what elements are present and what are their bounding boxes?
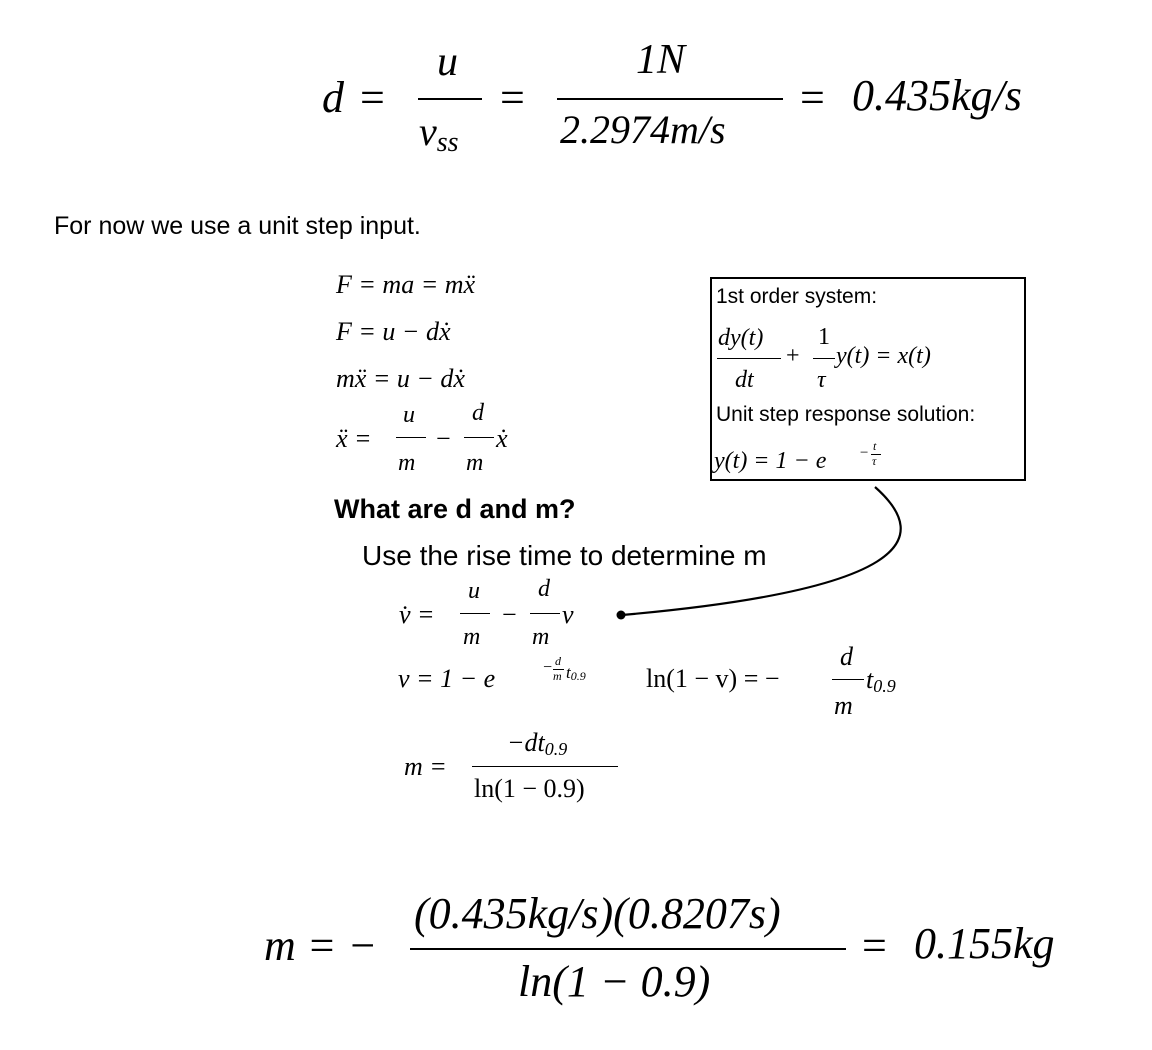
derivation-line-4-tail: ẋ [496, 424, 508, 453]
eq-d-denominator-1: $v_{ss}$ [419, 109, 459, 158]
derivation-line-4-num-b: d [472, 400, 484, 426]
m-eq-den: ln(1 − 0.9) [474, 774, 585, 803]
callout-ode-plus: + [786, 343, 800, 369]
derivation-line-3: mẍ = u − dẋ [336, 364, 465, 393]
question-heading: What are d and m? [334, 494, 576, 524]
v-eq-exp-sub: 0.9 [570, 669, 586, 683]
callout-ode-num: dy(t) [718, 325, 764, 351]
callout-ode-den: dt [735, 367, 754, 393]
eq-d-numerator-2: 1N [636, 37, 686, 83]
callout-solution-exp-sign: − [859, 445, 870, 461]
eq-d-denominator-2: 2.2974m/s [560, 107, 726, 152]
v-eq-exp-t: $t_{0.9}$ [566, 663, 586, 683]
connector-curve-path [622, 487, 901, 615]
ln-eq-num: d [840, 642, 853, 671]
eq-d-equals-3: = [800, 73, 825, 122]
derivation-line-4-lhs: ẍ = [336, 424, 372, 453]
rise-time-text: Use the rise time to determine m [362, 540, 767, 571]
vdot-num-b: d [538, 576, 550, 602]
v-eq-exp-den: m [553, 669, 562, 683]
intro-text: For now we use a unit step input. [54, 212, 421, 240]
derivation-line-2: F = u − dẋ [336, 317, 451, 346]
v-eq-exp-sign: − [542, 659, 553, 676]
derivation-line-4-num-a: u [403, 402, 415, 428]
eq-d-equals-1: = [360, 73, 385, 122]
derivation-line-4-den-b: m [466, 450, 484, 476]
callout-title: 1st order system: [716, 285, 878, 308]
ln-eq-sub: 0.9 [873, 676, 896, 696]
eq-d-numerator-1: u [437, 39, 458, 85]
connector-dot [617, 611, 626, 620]
eq-d-result: 0.435kg/s [852, 71, 1022, 120]
ln-eq-t: $t_{0.9}$ [866, 665, 896, 696]
callout-subtitle: Unit step response solution: [716, 403, 976, 426]
v-eq-base: v = 1 − e [398, 664, 496, 693]
callout-ode-den-2: τ [817, 367, 826, 393]
eq-d-denominator-1-subscript: ss [436, 127, 459, 158]
final-eq-result: 0.155kg [914, 919, 1055, 968]
vdot-minus: − [502, 600, 517, 629]
final-eq-equals: = [862, 921, 887, 970]
ln-eq-den: m [834, 691, 853, 720]
vdot-num-a: u [468, 578, 480, 604]
callout-solution-exp-den: τ [872, 454, 877, 468]
m-eq-num: $-dt_{0.9}$ [507, 728, 568, 759]
final-eq-denominator: ln(1 − 0.9) [518, 957, 711, 1006]
final-eq-lhs: m = − [264, 921, 378, 970]
vdot-den-a: m [463, 624, 481, 650]
derivation-line-4-den-a: m [398, 450, 416, 476]
eq-d-lhs: d [322, 73, 344, 122]
callout-ode-rest: y(t) = x(t) [836, 343, 931, 369]
vdot-lhs: v̇ = [399, 600, 435, 629]
ln-eq-lhs: ln(1 − v) = − [646, 664, 780, 693]
v-eq-exp-num: d [555, 654, 561, 668]
callout-ode-num-2: 1 [818, 324, 830, 350]
vdot-tail: v [562, 600, 574, 629]
final-eq-numerator: (0.435kg/s)(0.8207s) [414, 889, 781, 938]
m-eq-lhs: m = [404, 752, 447, 781]
callout-solution-exp-num: t [873, 439, 877, 453]
vdot-den-b: m [532, 624, 550, 650]
eq-d-equals-2: = [500, 73, 525, 122]
derivation-line-4-minus: − [436, 424, 451, 453]
derivation-line-1: F = ma = mẍ [336, 270, 476, 299]
m-eq-num-sub: 0.9 [544, 739, 568, 759]
callout-solution-base: y(t) = 1 − e [714, 448, 827, 474]
